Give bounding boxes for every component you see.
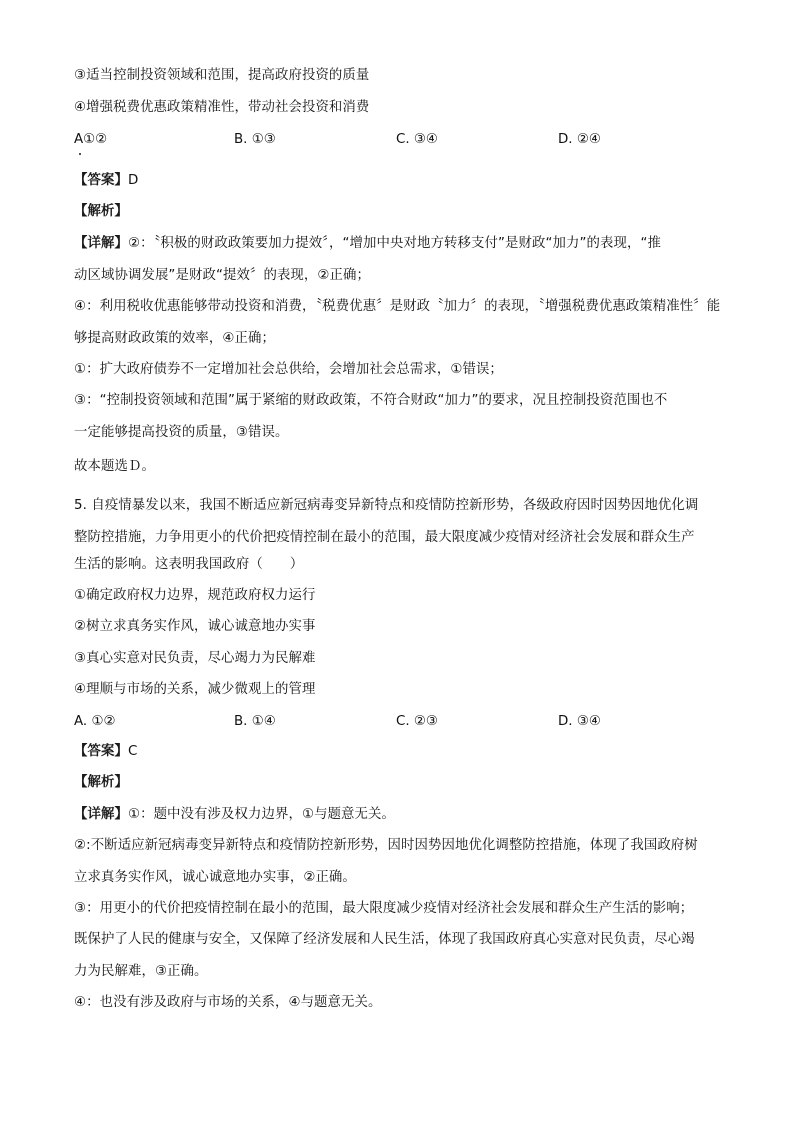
q4-detail-line: 一定能够提高投资的质量，③错误。 <box>74 425 289 440</box>
q5-detail-line: ②:不断适应新冠病毒变异新特点和疫情防控新形势，因时因势因地优化调整防控措施，体现了我国政府树 <box>74 838 698 853</box>
q5-choice-c: C. ②③ <box>396 714 438 729</box>
q5-analysis-tag: 【解析】 <box>74 775 128 790</box>
q4-conclusion: 故本题选Ｄ。 <box>74 459 155 474</box>
q4-choice-a: A①② <box>74 132 108 147</box>
q5-answer-value: C <box>127 744 138 759</box>
q5-detail-line: ④：也没有涉及政府与市场的关系，④与题意无关。 <box>74 995 382 1010</box>
q5-stem-line: 整防控措施，力争用更小的代价把疫情控制在最小的范围，最大限度减少疫情对经济社会发展和群众生产 <box>74 530 695 545</box>
q5-choice-b: B. ①④ <box>234 714 276 729</box>
q5-detail-line: 力为民解难，③正确。 <box>74 964 208 979</box>
q5-option-2: ②树立求真务实作风，诚心诚意地办实事 <box>74 619 316 634</box>
q4-option-4: ④增强税费优惠政策精准性，带动社会投资和消费 <box>74 100 370 115</box>
q4-detail-line: 够提高财政政策的效率，④正确； <box>74 331 275 346</box>
q5-choice-a: A. ①② <box>74 714 116 729</box>
q4-detail-line <box>74 234 724 254</box>
q4-detail-line: ①：扩大政府债券不一定增加社会总供给，会增加社会总需求，①错误； <box>74 362 503 377</box>
q4-option-3: ③适当控制投资领域和范围，提高政府投资的质量 <box>74 68 370 83</box>
q4-answer-value: D <box>127 173 139 188</box>
q4-analysis-tag: 【解析】 <box>74 204 128 219</box>
q5-answer <box>74 742 724 762</box>
q4-answer-tag: 【答案】 <box>74 173 128 188</box>
q4-choice-c: C. ③④ <box>396 132 438 147</box>
q4-detail-line: 动区域协调发展”是财政“提效〞的表现，②正确； <box>74 268 370 283</box>
q5-option-4: ④理顺与市场的关系，减少微观上的管理 <box>74 682 316 697</box>
q4-choices <box>74 130 724 150</box>
q4-detail-text: ②：〝积极的财政政策要加力提效〞，“增加中央对地方转移支付”是财政“加力”的表现，“推 <box>127 236 662 251</box>
q5-stem-line: 5. 自疫情暴发以来，我国不断适应新冠病毒变异新特点和疫情防控新形势，各级政府因时因势因地优化调 <box>74 498 699 513</box>
q5-detail-tag: 【详解】 <box>74 807 128 822</box>
q4-choice-b: B. ①③ <box>234 132 276 147</box>
q5-detail-line <box>74 805 724 825</box>
q5-choice-d: D. ③④ <box>558 714 601 729</box>
q4-analysis-heading <box>74 202 724 222</box>
q4-choice-d: D. ②④ <box>558 132 601 147</box>
q4-detail-line: ④：利用税收优惠能够带动投资和消费，〝税费优惠〞是财政〝加力〞的表现，〝增强税费优惠政策精准性〞能 <box>74 299 721 314</box>
q4-detail-tag: 【详解】 <box>74 236 128 251</box>
q5-analysis-heading <box>74 773 724 793</box>
q5-answer-tag: 【答案】 <box>74 744 128 759</box>
q5-option-1: ①确定政府权力边界，规范政府权力运行 <box>74 588 316 603</box>
q5-detail-line: 既保护了人民的健康与安全，又保障了经济发展和人民生活，体现了我国政府真心实意对民负责，尽心竭 <box>74 932 695 947</box>
q5-choices <box>74 712 724 732</box>
q5-detail-line: ③：用更小的代价把疫情控制在最小的范围，最大限度减少疫情对经济社会发展和群众生产生活的影响； <box>74 901 694 916</box>
q5-option-3: ③真心实意对民负责，尽心竭力为民解难 <box>74 651 316 666</box>
q5-stem-line: 生活的影响。这表明我国政府（ ） <box>74 557 304 572</box>
q4-answer <box>74 171 724 191</box>
q5-detail-line: 立求真务实作风，诚心诚意地办实事，②正确。 <box>74 870 356 885</box>
q5-detail-text: ①：题中没有涉及权力边界，①与题意无关。 <box>127 807 396 822</box>
stray-dot <box>79 153 81 155</box>
q4-detail-line: ③：“控制投资领域和范围”属于紧缩的财政政策，不符合财政“加力”的要求，况且控制投资范围也不 <box>74 393 668 408</box>
